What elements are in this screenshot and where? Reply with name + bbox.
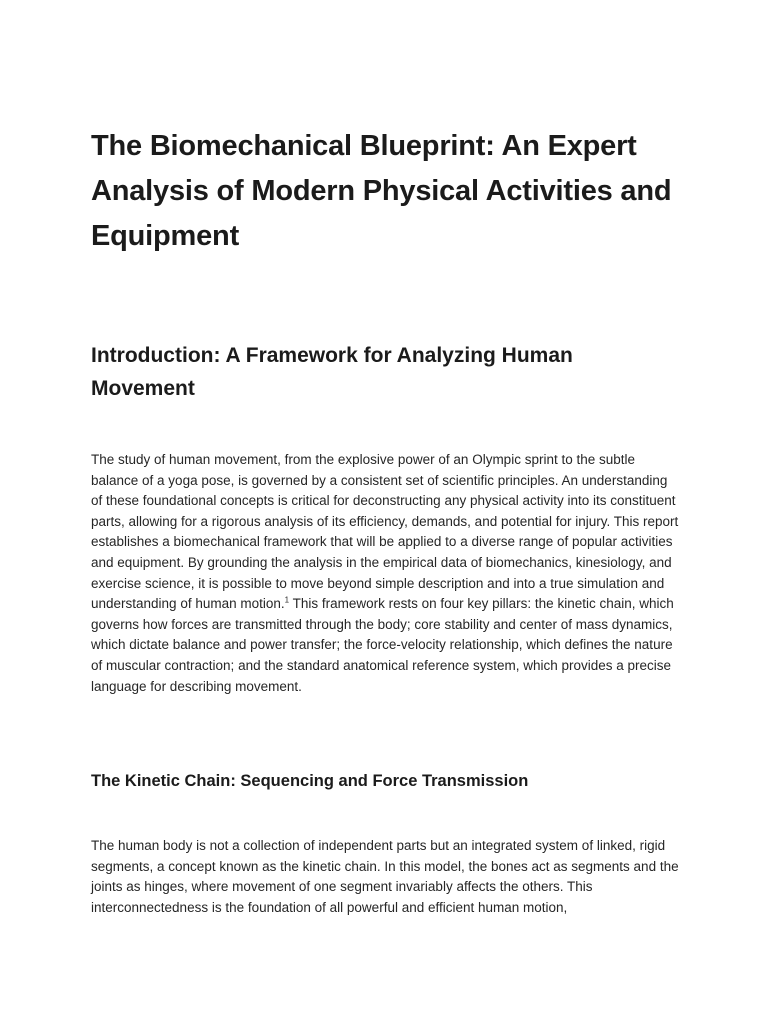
introduction-text-part-2: This framework rests on four key pillars: the kinetic chain, which governs how forces are transmitted through the body; core stability and center of mass dynamics, which dictate balance and power transfer; the force-velocity relationship, which defines the nature of muscular contraction; and the standard anatomical reference system, which provides a precise language for describing movement. <box>91 596 674 694</box>
introduction-paragraph <box>91 450 681 697</box>
section-heading-introduction: Introduction: A Framework for Analyzing Human Movement <box>91 344 573 400</box>
introduction-text-part-1: The study of human movement, from the explosive power of an Olympic sprint to the subtle balance of a yoga pose, is governed by a consistent set of scientific principles. An understanding of these foundational concepts is critical for deconstructing any physical activity into its constituent parts, allowing for a rigorous analysis of its efficiency, demands, and potential for injury. This report establishes a biomechanical framework that will be applied to a diverse range of popular activities and equipment. By grounding the analysis in the empirical data of biomechanics, kinesiology, and exercise science, it is possible to move beyond simple description and into a true simulation and understanding of human motion. <box>91 452 679 612</box>
footnote-reference[interactable]: 1 <box>284 595 290 605</box>
document-title: The Biomechanical Blueprint: An Expert Analysis of Modern Physical Activities and Equipment <box>91 130 672 252</box>
section-heading-kinetic-chain: The Kinetic Chain: Sequencing and Force Transmission <box>91 772 529 790</box>
kinetic-chain-paragraph: The human body is not a collection of independent parts but an integrated system of linked, rigid segments, a concept known as the kinetic chain. In this model, the bones act as segments and the joints as hinges, where movement of one segment invariably affects the others. This interconnectedness is the foundation of all powerful and efficient human motion, <box>91 838 679 915</box>
